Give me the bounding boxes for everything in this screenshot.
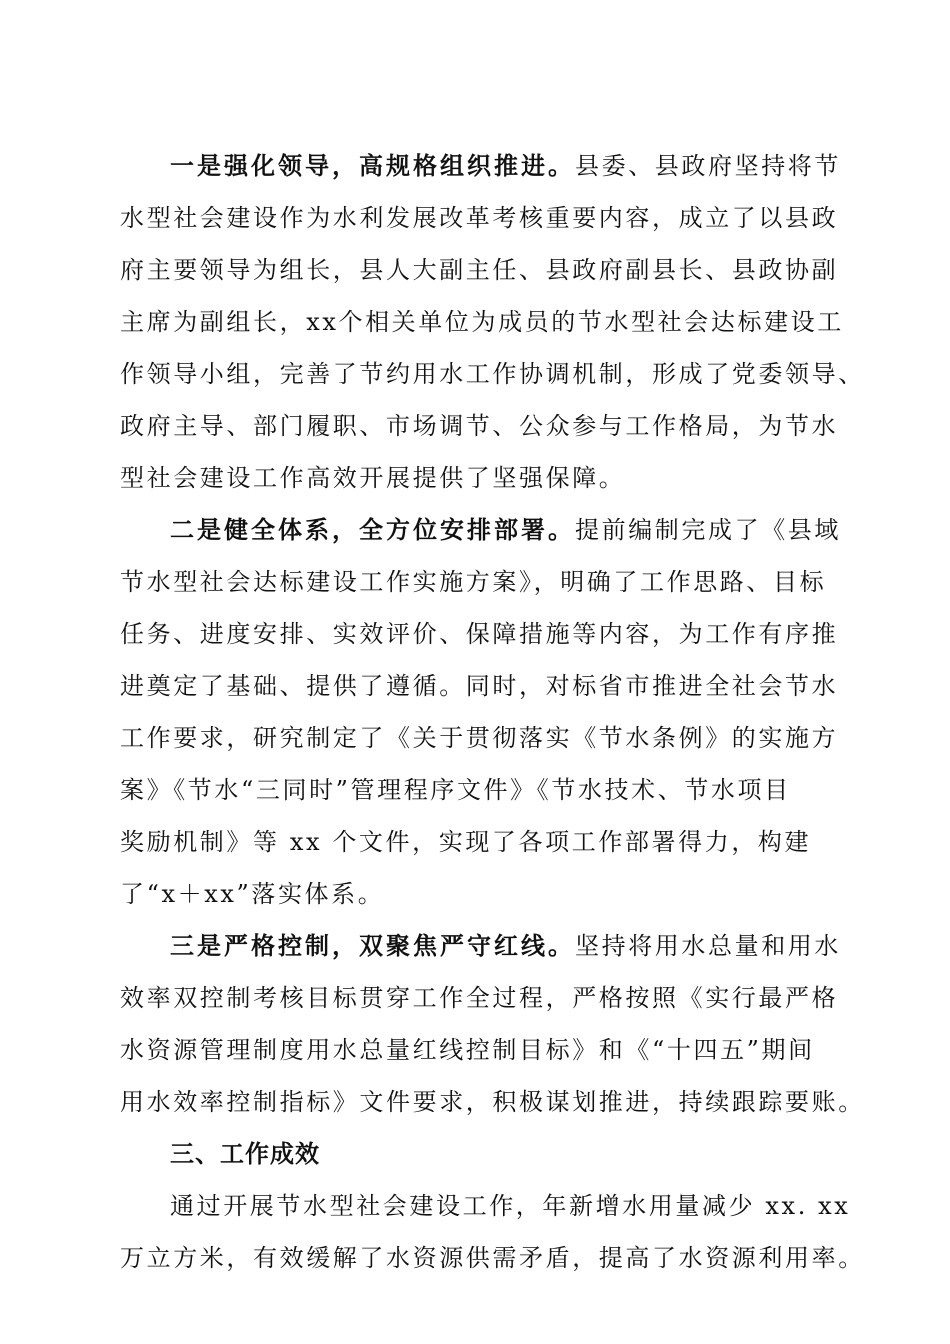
paragraph-1-line-4: 主席为副组长，xx个相关单位为成员的节水型社会达标建设工 [120,308,844,336]
paragraph-2-lead: 二是健全体系，全方位安排部署。 [170,515,575,544]
paragraph-1-line-1 [120,140,845,192]
paragraph-1-lead: 一是强化领导，高规格组织推进。 [170,151,575,180]
paragraph-3-text: 坚持将用水总量和用水 [575,932,841,960]
paragraph-1-text: 县委、县政府坚持将节 [575,152,841,180]
paragraph-1-line-2: 水型社会建设作为水利发展改革考核重要内容，成立了以县政 [120,204,839,232]
paragraph-2-line-4: 进奠定了基础、提供了遵循。同时，对标省市推进全社会节水 [120,672,839,700]
paragraph-2-line-3: 任务、进度安排、实效评价、保障措施等内容，为工作有序推 [120,620,839,648]
paragraph-2-text: 提前编制完成了《县域 [575,516,841,544]
paragraph-4-line-1: 通过开展节水型社会建设工作，年新增水用量减少 xx. xx [170,1192,851,1220]
paragraph-2-line-2: 节水型社会达标建设工作实施方案》，明确了工作思路、目标 [120,568,827,596]
paragraph-3-line-4: 用水效率控制指标》文件要求，积极谋划推进，持续跟踪要账。 [120,1088,865,1116]
paragraph-3-line-3: 水资源管理制度用水总量红线控制目标》和《“十四五”期间 [120,1036,815,1064]
paragraph-1-line-5: 作领导小组，完善了节约用水工作协调机制，形成了党委领导、 [120,360,865,388]
paragraph-2-line-8: 了“x＋xx”落实体系。 [120,880,385,908]
paragraph-2-line-1 [120,504,845,556]
section-3-heading: 三、工作成效 [170,1140,320,1168]
paragraph-2-line-6: 案》《节水“三同时”管理程序文件》《节水技术、节水项目 [120,776,791,804]
paragraph-2-line-5: 工作要求，研究制定了《关于贯彻落实《节水条例》的实施方 [120,724,839,752]
paragraph-1-line-7: 型社会建设工作高效开展提供了坚强保障。 [120,464,626,492]
document-page [120,140,865,1284]
paragraph-1-line-3: 府主要领导为组长，县人大副主任、县政府副县长、县政协副 [120,256,839,284]
paragraph-2-line-7: 奖励机制》等 xx 个文件，实现了各项工作部署得力，构建 [120,828,812,856]
paragraph-3-lead: 三是严格控制，双聚焦严守红线。 [170,931,575,960]
paragraph-4-line-2: 万立方米，有效缓解了水资源供需矛盾，提高了水资源利用率。 [120,1244,865,1272]
paragraph-3-line-1 [120,920,845,972]
paragraph-3-line-2: 效率双控制考核目标贯穿工作全过程，严格按照《实行最严格 [120,984,839,1012]
paragraph-1-line-6: 政府主导、部门履职、市场调节、公众参与工作格局，为节水 [120,412,839,440]
